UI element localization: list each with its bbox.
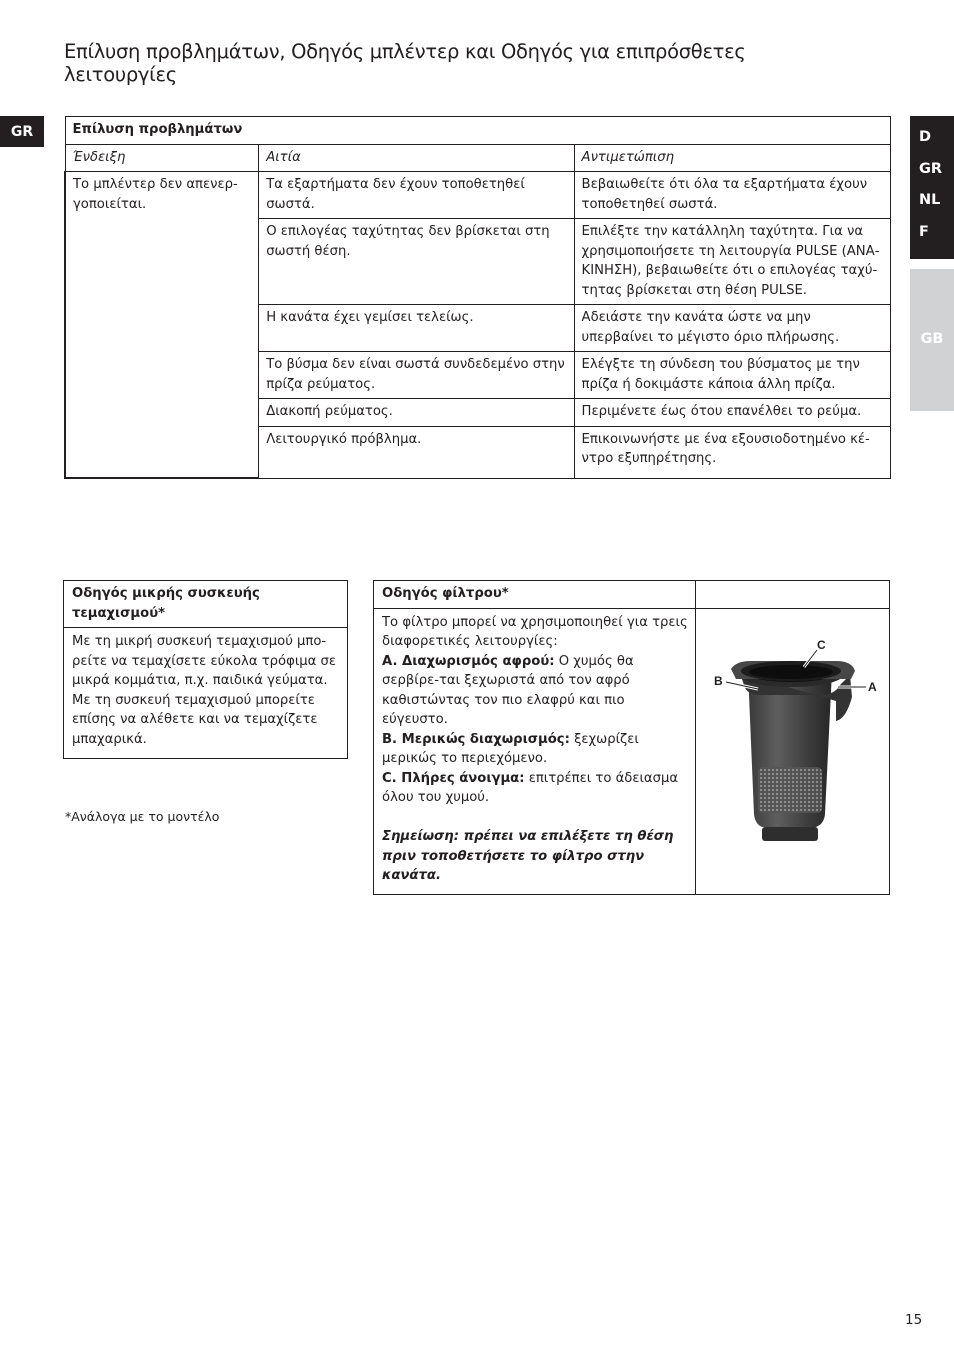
chopper-guide-title: Οδηγός μικρής συσκευής τεμαχισμού* xyxy=(64,581,348,628)
symptom-cell: Το μπλέντερ δεν απενερ-γοποιείται. xyxy=(65,172,259,479)
solution-cell: Επιλέξτε την κατάλληλη ταχύτητα. Για να χρησιμοποιήσετε τη λειτουργία PULSE (ΑΝΑ-ΚΙΝΗΣΗ), βεβαιωθείτε ότι ο επιλογέας ταχύ-τητας βρίσκεται στη θέση PULSE. xyxy=(574,219,890,305)
column-header-symptom: Ένδειξη xyxy=(65,144,259,172)
filter-item-c-text: επιτρέπει το άδειασμα όλου του χυμού. xyxy=(382,770,679,805)
language-tab-d[interactable]: D xyxy=(919,129,932,145)
filter-illustration xyxy=(696,609,889,853)
cause-cell: Η κανάτα έχει γεμίσει τελείως. xyxy=(259,305,574,352)
filter-note: Σημείωση: πρέπει να επιλέξετε τη θέση πριν τοποθετήσετε το φίλτρο στην κανάτα. xyxy=(382,829,674,883)
filter-figure-cell xyxy=(696,608,890,894)
language-tabs-active xyxy=(910,116,954,259)
chopper-guide-body: Με τη μικρή συσκευή τεμαχισμού μπο-ρείτε να τεμαχίσετε εύκολα τρόφιμα σε μικρά κομμάτια, π.χ. παιδικά γεύματα. Με τη συσκευή τεμαχισμού μπορείτε επίσης να αλέθετε και να τεμαχίζετε μπαχαρικά. xyxy=(64,628,348,759)
filter-item-a-text: Ο χυμός θα σερβίρε-ται ξεχωριστά από τον αφρό καθιστώντας τον πιο ελαφρύ και πιο εύγευστο. xyxy=(382,653,634,727)
troubleshooting-title: Επίλυση προβλημάτων xyxy=(65,117,891,145)
filter-item-c-label: C. Πλήρες άνοιγμα: xyxy=(382,770,525,786)
language-tab-nl[interactable]: NL xyxy=(919,192,941,208)
cause-cell: Το βύσμα δεν είναι σωστά συνδεδεμένο στην πρίζα ρεύματος. xyxy=(259,352,574,399)
cause-cell: Τα εξαρτήματα δεν έχουν τοποθετηθεί σωστά. xyxy=(259,172,574,219)
figure-label-a: A xyxy=(868,679,877,694)
solution-cell: Αδειάστε την κανάτα ώστε να μην υπερβαίνει το μέγιστο όριο πλήρωσης. xyxy=(574,305,890,352)
figure-label-b: B xyxy=(714,673,723,688)
language-tab-gr-right[interactable]: GR xyxy=(919,160,943,177)
footnote: *Ανάλογα με το μοντέλο xyxy=(65,809,220,824)
solution-cell: Βεβαιωθείτε ότι όλα τα εξαρτήματα έχουν τοποθετηθεί σωστά. xyxy=(574,172,890,219)
filter-guide-box xyxy=(373,580,890,895)
cause-cell: Λειτουργικό πρόβλημα. xyxy=(259,426,574,478)
filter-item-a-label: A. Διαχωρισμός αφρού: xyxy=(382,653,555,669)
filter-item-b-label: B. Μερικώς διαχωρισμός: xyxy=(382,731,570,747)
language-tab-gr[interactable]: GR xyxy=(0,116,44,147)
cause-cell: Ο επιλογέας ταχύτητας δεν βρίσκεται στη σωστή θέση. xyxy=(259,219,574,305)
solution-cell: Επικοινωνήστε με ένα εξουσιοδοτημένο κέ-ντρο εξυπηρέτησης. xyxy=(574,426,890,478)
solution-cell: Ελέγξτε τη σύνδεση του βύσματος με την πρίζα ή δοκιμάστε κάποια άλλη πρίζα. xyxy=(574,352,890,399)
troubleshooting-table xyxy=(64,116,891,479)
language-tab-f[interactable]: F xyxy=(919,223,929,240)
cause-cell: Διακοπή ρεύματος. xyxy=(259,399,574,427)
table-row xyxy=(65,172,891,219)
column-header-solution: Αντιμετώπιση xyxy=(574,144,890,172)
filter-guide-body xyxy=(374,608,696,894)
page-title: Επίλυση προβλημάτων, Οδηγός μπλέντερ και Οδηγός για επιπρόσθετες λειτουργίες xyxy=(64,40,746,86)
figure-label-c: C xyxy=(817,637,826,652)
page-number: 15 xyxy=(905,1312,923,1328)
filter-body-shape xyxy=(748,671,832,841)
chopper-guide-box xyxy=(63,580,348,759)
filter-guide-title-blank xyxy=(696,581,890,609)
filter-mesh xyxy=(758,767,822,813)
language-tab-gb[interactable]: GB xyxy=(910,269,954,411)
filter-guide-title: Οδηγός φίλτρου* xyxy=(374,581,696,609)
solution-cell: Περιμένετε έως ότου επανέλθει το ρεύμα. xyxy=(574,399,890,427)
column-header-cause: Αιτία xyxy=(259,144,574,172)
filter-item-b-text: ξεχωρίζει μερικώς το περιεχόμενο. xyxy=(382,731,639,766)
filter-intro: Το φίλτρο μπορεί να χρησιμοποιηθεί για τρεις διαφορετικές λειτουργίες: xyxy=(382,614,688,649)
